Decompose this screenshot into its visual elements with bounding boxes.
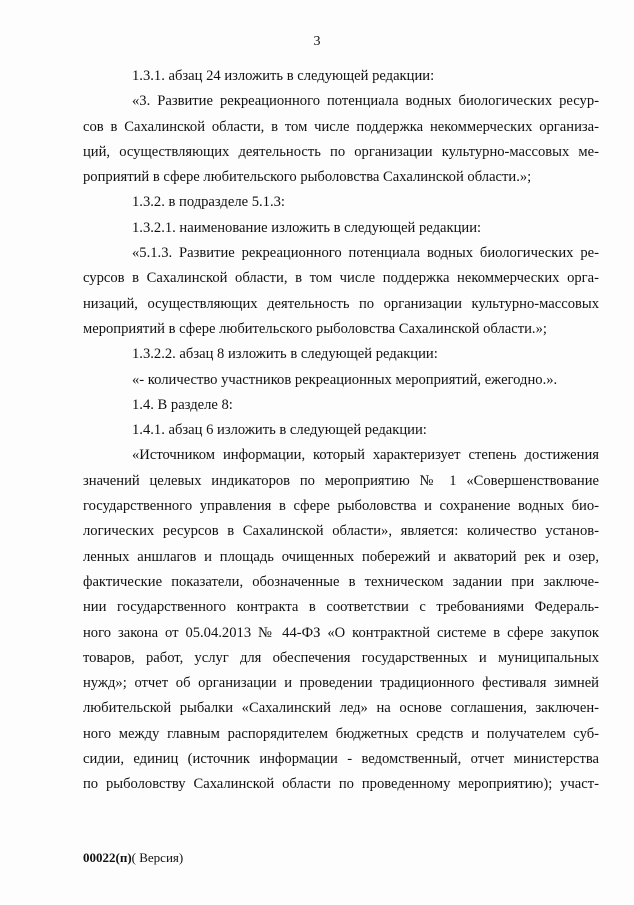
paragraph-line: «- количество участников рекреационных мероприятий, ежегодно.». (132, 371, 558, 388)
paragraph-line: ленных аншлагов и площадь очищенных побережий и акваторий рек и озер, (83, 548, 599, 565)
page-number: 3 (313, 34, 321, 49)
paragraph-line: сов в Сахалинской области, в том числе поддержка некоммерческих организа- (83, 118, 599, 135)
paragraph-line: «Источником информации, который характеризует степень достижения (132, 447, 599, 464)
paragraph-line: 1.4. В разделе 8: (132, 396, 233, 413)
document-body (83, 64, 599, 798)
paragraph-line: любительской рыбалки «Сахалинский лед» на основе соглашения, заключен- (83, 700, 599, 717)
paragraph-line: сидии, единиц (источник информации - ведомственный, отчет министерства (83, 751, 599, 768)
paragraph-line: фактические показатели, обозначенные в техническом задании при заключе- (83, 573, 599, 590)
document-version: ( Версия) (131, 850, 184, 865)
document-footer (83, 850, 183, 866)
paragraph-line: 1.4.1. абзац 6 изложить в следующей редакции: (132, 422, 427, 439)
paragraph-line: «3. Развитие рекреационного потенциала водных биологических ресур- (132, 93, 599, 110)
paragraph-line: «5.1.3. Развитие рекреационного потенциала водных биологических ре- (132, 245, 599, 262)
paragraph-line: сурсов в Сахалинской области, в том числе поддержка некоммерческих орга- (83, 270, 599, 287)
paragraph-line: нии государственного контракта в соответствии с требованиями Федераль- (83, 599, 599, 616)
paragraph-line: ного закона от 05.04.2013 № 44-ФЗ «О контрактной системе в сфере закупок (83, 624, 599, 641)
paragraph-line: 1.3.1. абзац 24 изложить в следующей редакции: (132, 68, 435, 84)
paragraph-line: нужд»; отчет об организации и проведении традиционного фестиваля зимней (83, 675, 599, 692)
paragraph-line: товаров, работ, услуг для обеспечения государственных и муниципальных (83, 649, 599, 666)
paragraph-line: 1.3.2.1. наименование изложить в следующей редакции: (132, 219, 482, 236)
paragraph-line: роприятий в сфере любительского рыболовства Сахалинской области.»; (83, 169, 532, 186)
paragraph-line: мероприятий в сфере любительского рыболовства Сахалинской области.»; (83, 320, 547, 337)
paragraph-line: логических ресурсов в Сахалинской области», является: количество установ- (83, 523, 599, 540)
paragraph-line: 1.3.2.2. абзац 8 изложить в следующей редакции: (132, 346, 438, 363)
paragraph-line: по рыболовству Сахалинской области по проведенному мероприятию); участ- (83, 776, 599, 793)
paragraph-line: значений целевых индикаторов по мероприятию № 1 «Совершенствование (83, 472, 599, 489)
paragraph-line: низаций, осуществляющих деятельность по организации культурно-массовых (83, 295, 599, 312)
paragraph-line: 1.3.2. в подразделе 5.1.3: (132, 194, 285, 211)
paragraph-line: ций, осуществляющих деятельность по организации культурно-массовых ме- (83, 143, 599, 160)
paragraph-line: государственного управления в сфере рыболовства и сохранение водных био- (83, 498, 599, 515)
paragraph-line: ного между главным распорядителем бюджетных средств и получателем суб- (83, 725, 599, 742)
document-code: 00022(п) (83, 850, 132, 865)
